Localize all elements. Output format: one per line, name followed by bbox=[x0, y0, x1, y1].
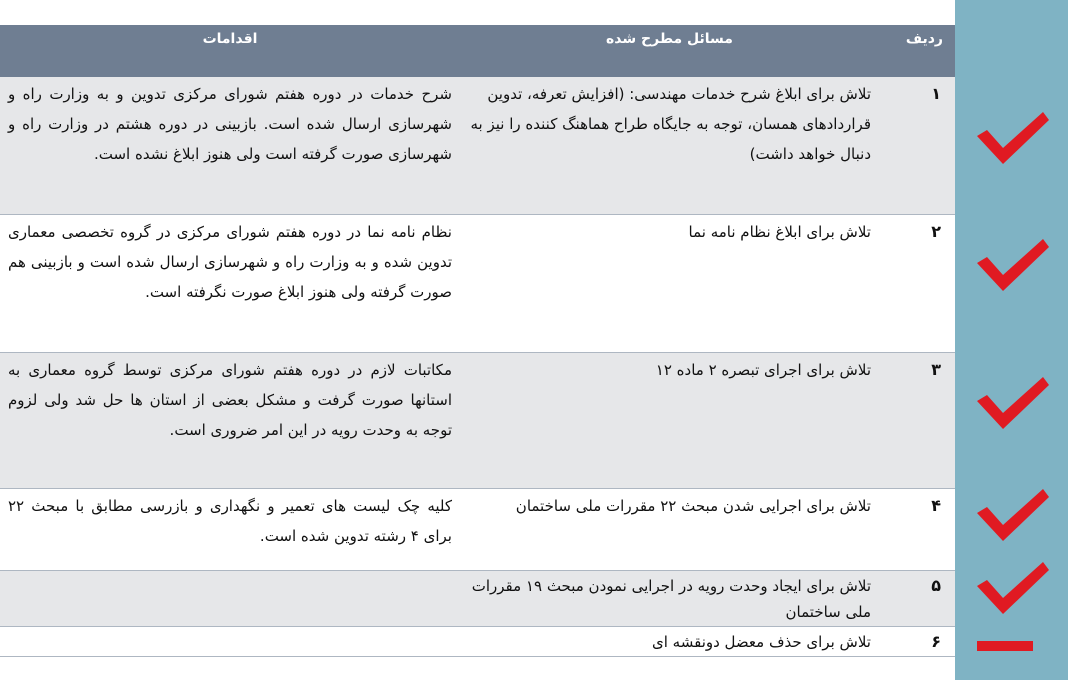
row-number: ۱ bbox=[931, 84, 941, 103]
table-row bbox=[0, 627, 955, 657]
row-action bbox=[0, 571, 460, 626]
row-action: کلیه چک لیست های تعمیر و نگهداری و بازرسی مطابق با مبحث ۲۲ برای ۴ رشته تدوین شده است. bbox=[8, 497, 452, 545]
row-issue: تلاش برای ابلاغ نظام نامه نما bbox=[688, 223, 871, 241]
table-row bbox=[0, 489, 955, 571]
table-row bbox=[0, 215, 955, 353]
row-action: مکاتبات لازم در دوره هفتم شورای مرکزی توسط گروه معماری به استانها صورت گرفت و مشکل بعضی از استان ها حل شد ولی لزوم توجه به وحدت رویه در این امر ضروری است. bbox=[8, 361, 452, 439]
row-action: نظام نامه نما در دوره هفتم شورای مرکزی در گروه تخصصی معماری تدوین شده و به وزارت راه و شهرسازی ارسال شده است و بازبینی هم صورت گرفته ولی هنوز ابلاغ صورت نگرفته است. bbox=[8, 223, 452, 301]
row-number: ۶ bbox=[931, 632, 941, 651]
row-number: ۵ bbox=[931, 576, 941, 595]
row-issue: تلاش برای ایجاد وحدت رویه در اجرایی نمودن مبحث ۱۹ مقررات ملی ساختمان bbox=[471, 577, 871, 621]
checkmark-icon bbox=[973, 235, 1053, 295]
table-row bbox=[0, 353, 955, 489]
row-issue: تلاش برای اجرایی شدن مبحث ۲۲ مقررات ملی ساختمان bbox=[515, 497, 871, 515]
table-header bbox=[0, 25, 955, 77]
row-action: شرح خدمات در دوره هفتم شورای مرکزی تدوین و به وزارت راه و شهرسازی ارسال شده است. بازبینی در دوره هشتم در وزارت راه و شهرسازی صورت گرفته است ولی هنوز ابلاغ نشده است. bbox=[8, 85, 452, 163]
checkmark-icon bbox=[973, 373, 1053, 433]
header-issues: مسائل مطرح شده bbox=[606, 31, 733, 47]
row-issue: تلاش برای ابلاغ شرح خدمات مهندسی: (افزایش تعرفه، تدوین قراردادهای همسان، توجه به جایگاه طراح هماهنگ کننده را نیز به دنبال خواهد داشت) bbox=[470, 85, 871, 163]
row-action bbox=[0, 627, 460, 656]
checkmark-icon bbox=[973, 558, 1053, 618]
header-actions: اقدامات bbox=[202, 31, 258, 47]
issues-table bbox=[0, 25, 955, 657]
row-issue: تلاش برای حذف معضل دونقشه ای bbox=[652, 633, 871, 651]
table-row bbox=[0, 571, 955, 627]
table-row bbox=[0, 77, 955, 215]
row-number: ۳ bbox=[931, 360, 941, 379]
row-number: ۴ bbox=[931, 496, 941, 515]
row-issue: تلاش برای اجرای تبصره ۲ ماده ۱۲ bbox=[655, 361, 871, 379]
dash-icon bbox=[977, 641, 1033, 651]
row-number: ۲ bbox=[931, 222, 941, 241]
header-row-number: ردیف bbox=[905, 31, 943, 47]
checkmark-icon bbox=[973, 485, 1053, 545]
status-marks-column bbox=[955, 0, 1068, 680]
checkmark-icon bbox=[973, 108, 1053, 168]
